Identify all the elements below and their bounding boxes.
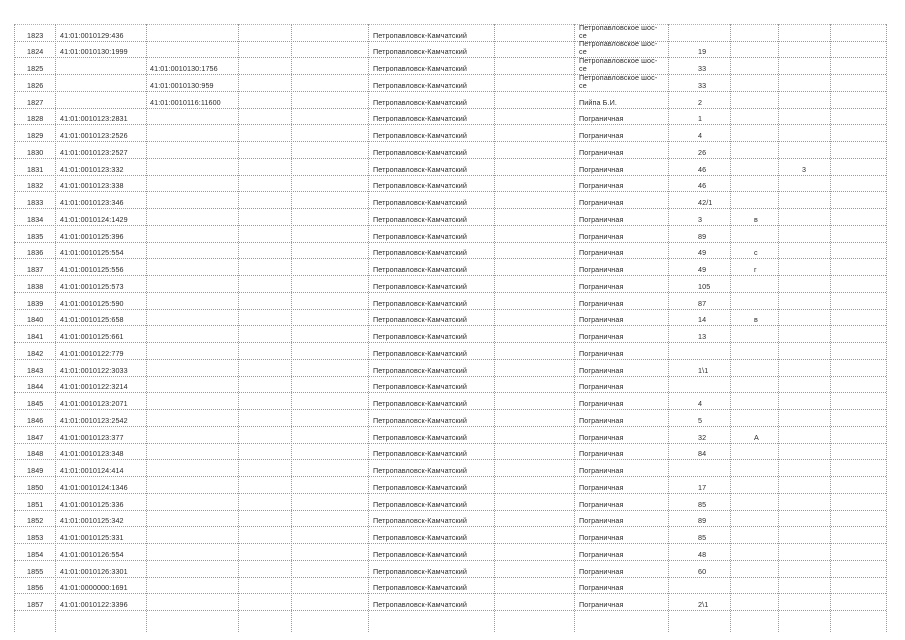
row-number: 1852	[27, 516, 44, 526]
house-number: 87	[698, 298, 707, 308]
row-number: 1849	[27, 466, 44, 476]
table-row	[14, 191, 886, 209]
row-number: 1854	[27, 549, 44, 559]
row-number: 1857	[27, 599, 44, 609]
row-number: 1834	[27, 214, 44, 224]
row-number: 1841	[27, 332, 44, 342]
house-number: 32	[698, 432, 707, 442]
city-cell: Петропавловск-Камчатский	[373, 365, 467, 375]
row-number: 1838	[27, 281, 44, 291]
cadastral-number: 41:01:0010122:3033	[60, 365, 128, 375]
table-row	[14, 543, 886, 561]
row-number: 1844	[27, 382, 44, 392]
street-cell: Пограничная	[579, 298, 624, 308]
cadastral-number: 41:01:0010125:556	[60, 265, 124, 275]
house-number: 48	[698, 549, 707, 559]
house-number: 3	[698, 214, 703, 224]
street-cell: Пограничная	[579, 265, 624, 275]
street-cell: Пограничная	[579, 248, 624, 258]
row-number: 1855	[27, 566, 44, 576]
house-number: 33	[698, 64, 707, 74]
city-cell: Петропавловск-Камчатский	[373, 516, 467, 526]
row-number: 1842	[27, 348, 44, 358]
row-number: 1830	[27, 147, 44, 157]
cadastral-number: 41:01:0010125:342	[60, 516, 124, 526]
city-cell: Петропавловск-Камчатский	[373, 214, 467, 224]
street-cell: Пограничная	[579, 466, 624, 476]
table-row	[14, 443, 886, 461]
city-cell: Петропавловск-Камчатский	[373, 131, 467, 141]
house-number: 49	[698, 248, 707, 258]
house-number: 46	[698, 181, 707, 191]
street-cell: Пограничная	[579, 315, 624, 325]
cadastral-number: 41:01:0010123:2526	[60, 131, 128, 141]
table-row	[14, 409, 886, 427]
street-cell: Пограничная	[579, 549, 624, 559]
table-row	[14, 392, 886, 410]
row-number: 1837	[27, 265, 44, 275]
table-row	[14, 158, 886, 176]
cadastral-number: 41:01:0010123:332	[60, 164, 124, 174]
street-cell: Петропавловское шос-се	[579, 72, 658, 90]
cadastral-number: 41:01:0010130:1999	[60, 47, 128, 57]
city-cell: Петропавловск-Камчатский	[373, 80, 467, 90]
table-row	[14, 510, 886, 528]
street-cell: Пограничная	[579, 566, 624, 576]
table-row	[14, 74, 886, 92]
row-number: 1825	[27, 64, 44, 74]
table-row	[14, 91, 886, 109]
cadastral-number: 41:01:0010124:1346	[60, 482, 128, 492]
cadastral-number: 41:01:0010122:3396	[60, 599, 128, 609]
house-number: 1	[698, 114, 703, 124]
table-row	[14, 560, 886, 578]
cadastral-number: 41:01:0010123:2527	[60, 147, 128, 157]
house-number: 5	[698, 415, 703, 425]
city-cell: Петропавловск-Камчатский	[373, 533, 467, 543]
street-cell: Пограничная	[579, 281, 624, 291]
table-row	[14, 493, 886, 511]
street-cell: Пограничная	[579, 231, 624, 241]
row-number: 1826	[27, 80, 44, 90]
city-cell: Петропавловск-Камчатский	[373, 298, 467, 308]
city-cell: Петропавловск-Камчатский	[373, 549, 467, 559]
cadastral-number-alt: 41:01:0010130:1756	[150, 64, 218, 74]
table-row	[14, 426, 886, 444]
street-cell: Пограничная	[579, 399, 624, 409]
house-number: 13	[698, 332, 707, 342]
row-number: 1823	[27, 30, 44, 40]
street-cell: Пограничная	[579, 332, 624, 342]
letter-cell: с	[754, 248, 758, 258]
cadastral-number: 41:01:0010125:590	[60, 298, 124, 308]
street-cell: Пограничная	[579, 114, 624, 124]
cadastral-number: 41:01:0010124:1429	[60, 214, 128, 224]
row-number: 1845	[27, 399, 44, 409]
street-cell: Пограничная	[579, 164, 624, 174]
row-number: 1831	[27, 164, 44, 174]
cadastral-number: 41:01:0010125:336	[60, 499, 124, 509]
street-cell: Пограничная	[579, 181, 624, 191]
city-cell: Петропавловск-Камчатский	[373, 114, 467, 124]
table-row	[14, 292, 886, 310]
city-cell: Петропавловск-Камчатский	[373, 97, 467, 107]
street-cell: Пограничная	[579, 516, 624, 526]
house-number: 89	[698, 231, 707, 241]
city-cell: Петропавловск-Камчатский	[373, 281, 467, 291]
extra-cell: 3	[802, 164, 807, 174]
street-cell: Пограничная	[579, 482, 624, 492]
city-cell: Петропавловск-Камчатский	[373, 583, 467, 593]
house-number: 4	[698, 131, 703, 141]
cadastral-number: 41:01:0010124:414	[60, 466, 124, 476]
letter-cell: г	[754, 265, 757, 275]
city-cell: Петропавловск-Камчатский	[373, 47, 467, 57]
row-number: 1846	[27, 415, 44, 425]
house-number: 33	[698, 80, 707, 90]
row-number: 1833	[27, 198, 44, 208]
city-cell: Петропавловск-Камчатский	[373, 566, 467, 576]
street-cell: Пограничная	[579, 382, 624, 392]
cadastral-number: 41:01:0010126:3301	[60, 566, 128, 576]
cadastral-number: 41:01:0010123:2831	[60, 114, 128, 124]
cadastral-number: 41:01:0000000:1691	[60, 583, 128, 593]
table-row	[14, 459, 886, 477]
row-number: 1856	[27, 583, 44, 593]
house-number: 2\1	[698, 599, 709, 609]
cadastral-number: 41:01:0010125:396	[60, 231, 124, 241]
table-row	[14, 242, 886, 260]
cadastral-number: 41:01:0010123:346	[60, 198, 124, 208]
table-row	[14, 225, 886, 243]
table-row	[14, 342, 886, 360]
table-row	[14, 476, 886, 494]
table-row	[14, 57, 886, 75]
row-number: 1853	[27, 533, 44, 543]
house-number: 17	[698, 482, 707, 492]
house-number: 60	[698, 566, 707, 576]
city-cell: Петропавловск-Камчатский	[373, 399, 467, 409]
city-cell: Петропавловск-Камчатский	[373, 332, 467, 342]
street-cell: Петропавловское шос-се	[579, 39, 658, 57]
street-cell: Пограничная	[579, 599, 624, 609]
table-row	[14, 258, 886, 276]
cadastral-number: 41:01:0010123:348	[60, 449, 124, 459]
cadastral-number: 41:01:0010125:554	[60, 248, 124, 258]
cadastral-number: 41:01:0010123:2071	[60, 399, 128, 409]
cadastral-number-alt: 41:01:0010130:959	[150, 80, 214, 90]
house-number: 89	[698, 516, 707, 526]
row-number: 1843	[27, 365, 44, 375]
table-row	[14, 124, 886, 142]
cadastral-number-alt: 41:01:0010116:11600	[150, 97, 221, 107]
row-number: 1851	[27, 499, 44, 509]
table-row	[14, 359, 886, 377]
city-cell: Петропавловск-Камчатский	[373, 30, 467, 40]
table-row	[14, 526, 886, 544]
house-number: 49	[698, 265, 707, 275]
cadastral-number: 41:01:0010125:573	[60, 281, 124, 291]
street-cell: Пограничная	[579, 415, 624, 425]
city-cell: Петропавловск-Камчатский	[373, 466, 467, 476]
table-row	[14, 208, 886, 226]
row-number: 1829	[27, 131, 44, 141]
city-cell: Петропавловск-Камчатский	[373, 315, 467, 325]
table-row	[14, 175, 886, 193]
table-row	[14, 593, 886, 611]
street-cell: Пограничная	[579, 499, 624, 509]
table-row	[14, 376, 886, 394]
street-cell: Пограничная	[579, 348, 624, 358]
city-cell: Петропавловск-Камчатский	[373, 265, 467, 275]
row-number: 1824	[27, 47, 44, 57]
city-cell: Петропавловск-Камчатский	[373, 348, 467, 358]
street-cell: Пограничная	[579, 533, 624, 543]
city-cell: Петропавловск-Камчатский	[373, 164, 467, 174]
table-row	[14, 325, 886, 343]
city-cell: Петропавловск-Камчатский	[373, 482, 467, 492]
letter-cell: в	[754, 214, 758, 224]
house-number: 1\1	[698, 365, 709, 375]
city-cell: Петропавловск-Камчатский	[373, 449, 467, 459]
table-row	[14, 577, 886, 595]
city-cell: Петропавловск-Камчатский	[373, 599, 467, 609]
house-number: 26	[698, 147, 707, 157]
street-cell: Пограничная	[579, 449, 624, 459]
row-number: 1832	[27, 181, 44, 191]
street-cell: Пограничная	[579, 131, 624, 141]
house-number: 46	[698, 164, 707, 174]
cadastral-number: 41:01:0010123:377	[60, 432, 124, 442]
letter-cell: А	[754, 432, 759, 442]
house-number: 84	[698, 449, 707, 459]
cadastral-number: 41:01:0010125:661	[60, 332, 124, 342]
row-number: 1839	[27, 298, 44, 308]
street-cell: Петропавловское шос-се	[579, 56, 658, 74]
city-cell: Петропавловск-Камчатский	[373, 415, 467, 425]
cadastral-number: 41:01:0010129:436	[60, 30, 124, 40]
cadastral-number: 41:01:0010126:554	[60, 549, 124, 559]
city-cell: Петропавловск-Камчатский	[373, 499, 467, 509]
table-row	[14, 309, 886, 327]
house-number: 85	[698, 533, 707, 543]
table-row	[14, 108, 886, 126]
cadastral-number: 41:01:0010122:3214	[60, 382, 128, 392]
letter-cell: в	[754, 315, 758, 325]
street-cell: Пограничная	[579, 432, 624, 442]
city-cell: Петропавловск-Камчатский	[373, 432, 467, 442]
house-number: 42/1	[698, 198, 713, 208]
city-cell: Петропавловск-Камчатский	[373, 181, 467, 191]
house-number: 85	[698, 499, 707, 509]
street-cell: Пограничная	[579, 147, 624, 157]
table-row	[14, 24, 886, 42]
city-cell: Петропавловск-Камчатский	[373, 231, 467, 241]
city-cell: Петропавловск-Камчатский	[373, 64, 467, 74]
city-cell: Петропавловск-Камчатский	[373, 198, 467, 208]
row-number: 1850	[27, 482, 44, 492]
city-cell: Петропавловск-Камчатский	[373, 382, 467, 392]
row-number: 1836	[27, 248, 44, 258]
row-number: 1827	[27, 97, 44, 107]
street-cell: Пограничная	[579, 198, 624, 208]
house-number: 19	[698, 47, 707, 57]
house-number: 4	[698, 399, 703, 409]
row-number: 1848	[27, 449, 44, 459]
street-cell: Пограничная	[579, 214, 624, 224]
row-number: 1847	[27, 432, 44, 442]
city-cell: Петропавловск-Камчатский	[373, 147, 467, 157]
row-number: 1835	[27, 231, 44, 241]
street-cell: Петропавловское шос-се	[579, 22, 658, 40]
table-row	[14, 141, 886, 159]
house-number: 14	[698, 315, 707, 325]
row-number: 1840	[27, 315, 44, 325]
column-divider	[886, 24, 887, 632]
street-cell: Пийпа Б.И.	[579, 97, 617, 107]
cadastral-number: 41:01:0010125:658	[60, 315, 124, 325]
house-number: 105	[698, 281, 711, 291]
cadastral-number: 41:01:0010122:779	[60, 348, 124, 358]
street-cell: Пограничная	[579, 583, 624, 593]
house-number: 2	[698, 97, 703, 107]
cadastral-number: 41:01:0010123:2542	[60, 415, 128, 425]
street-cell: Пограничная	[579, 365, 624, 375]
table-row	[14, 275, 886, 293]
row-number: 1828	[27, 114, 44, 124]
city-cell: Петропавловск-Камчатский	[373, 248, 467, 258]
cadastral-number: 41:01:0010125:331	[60, 533, 124, 543]
table-row	[14, 41, 886, 59]
cadastral-number: 41:01:0010123:338	[60, 181, 124, 191]
